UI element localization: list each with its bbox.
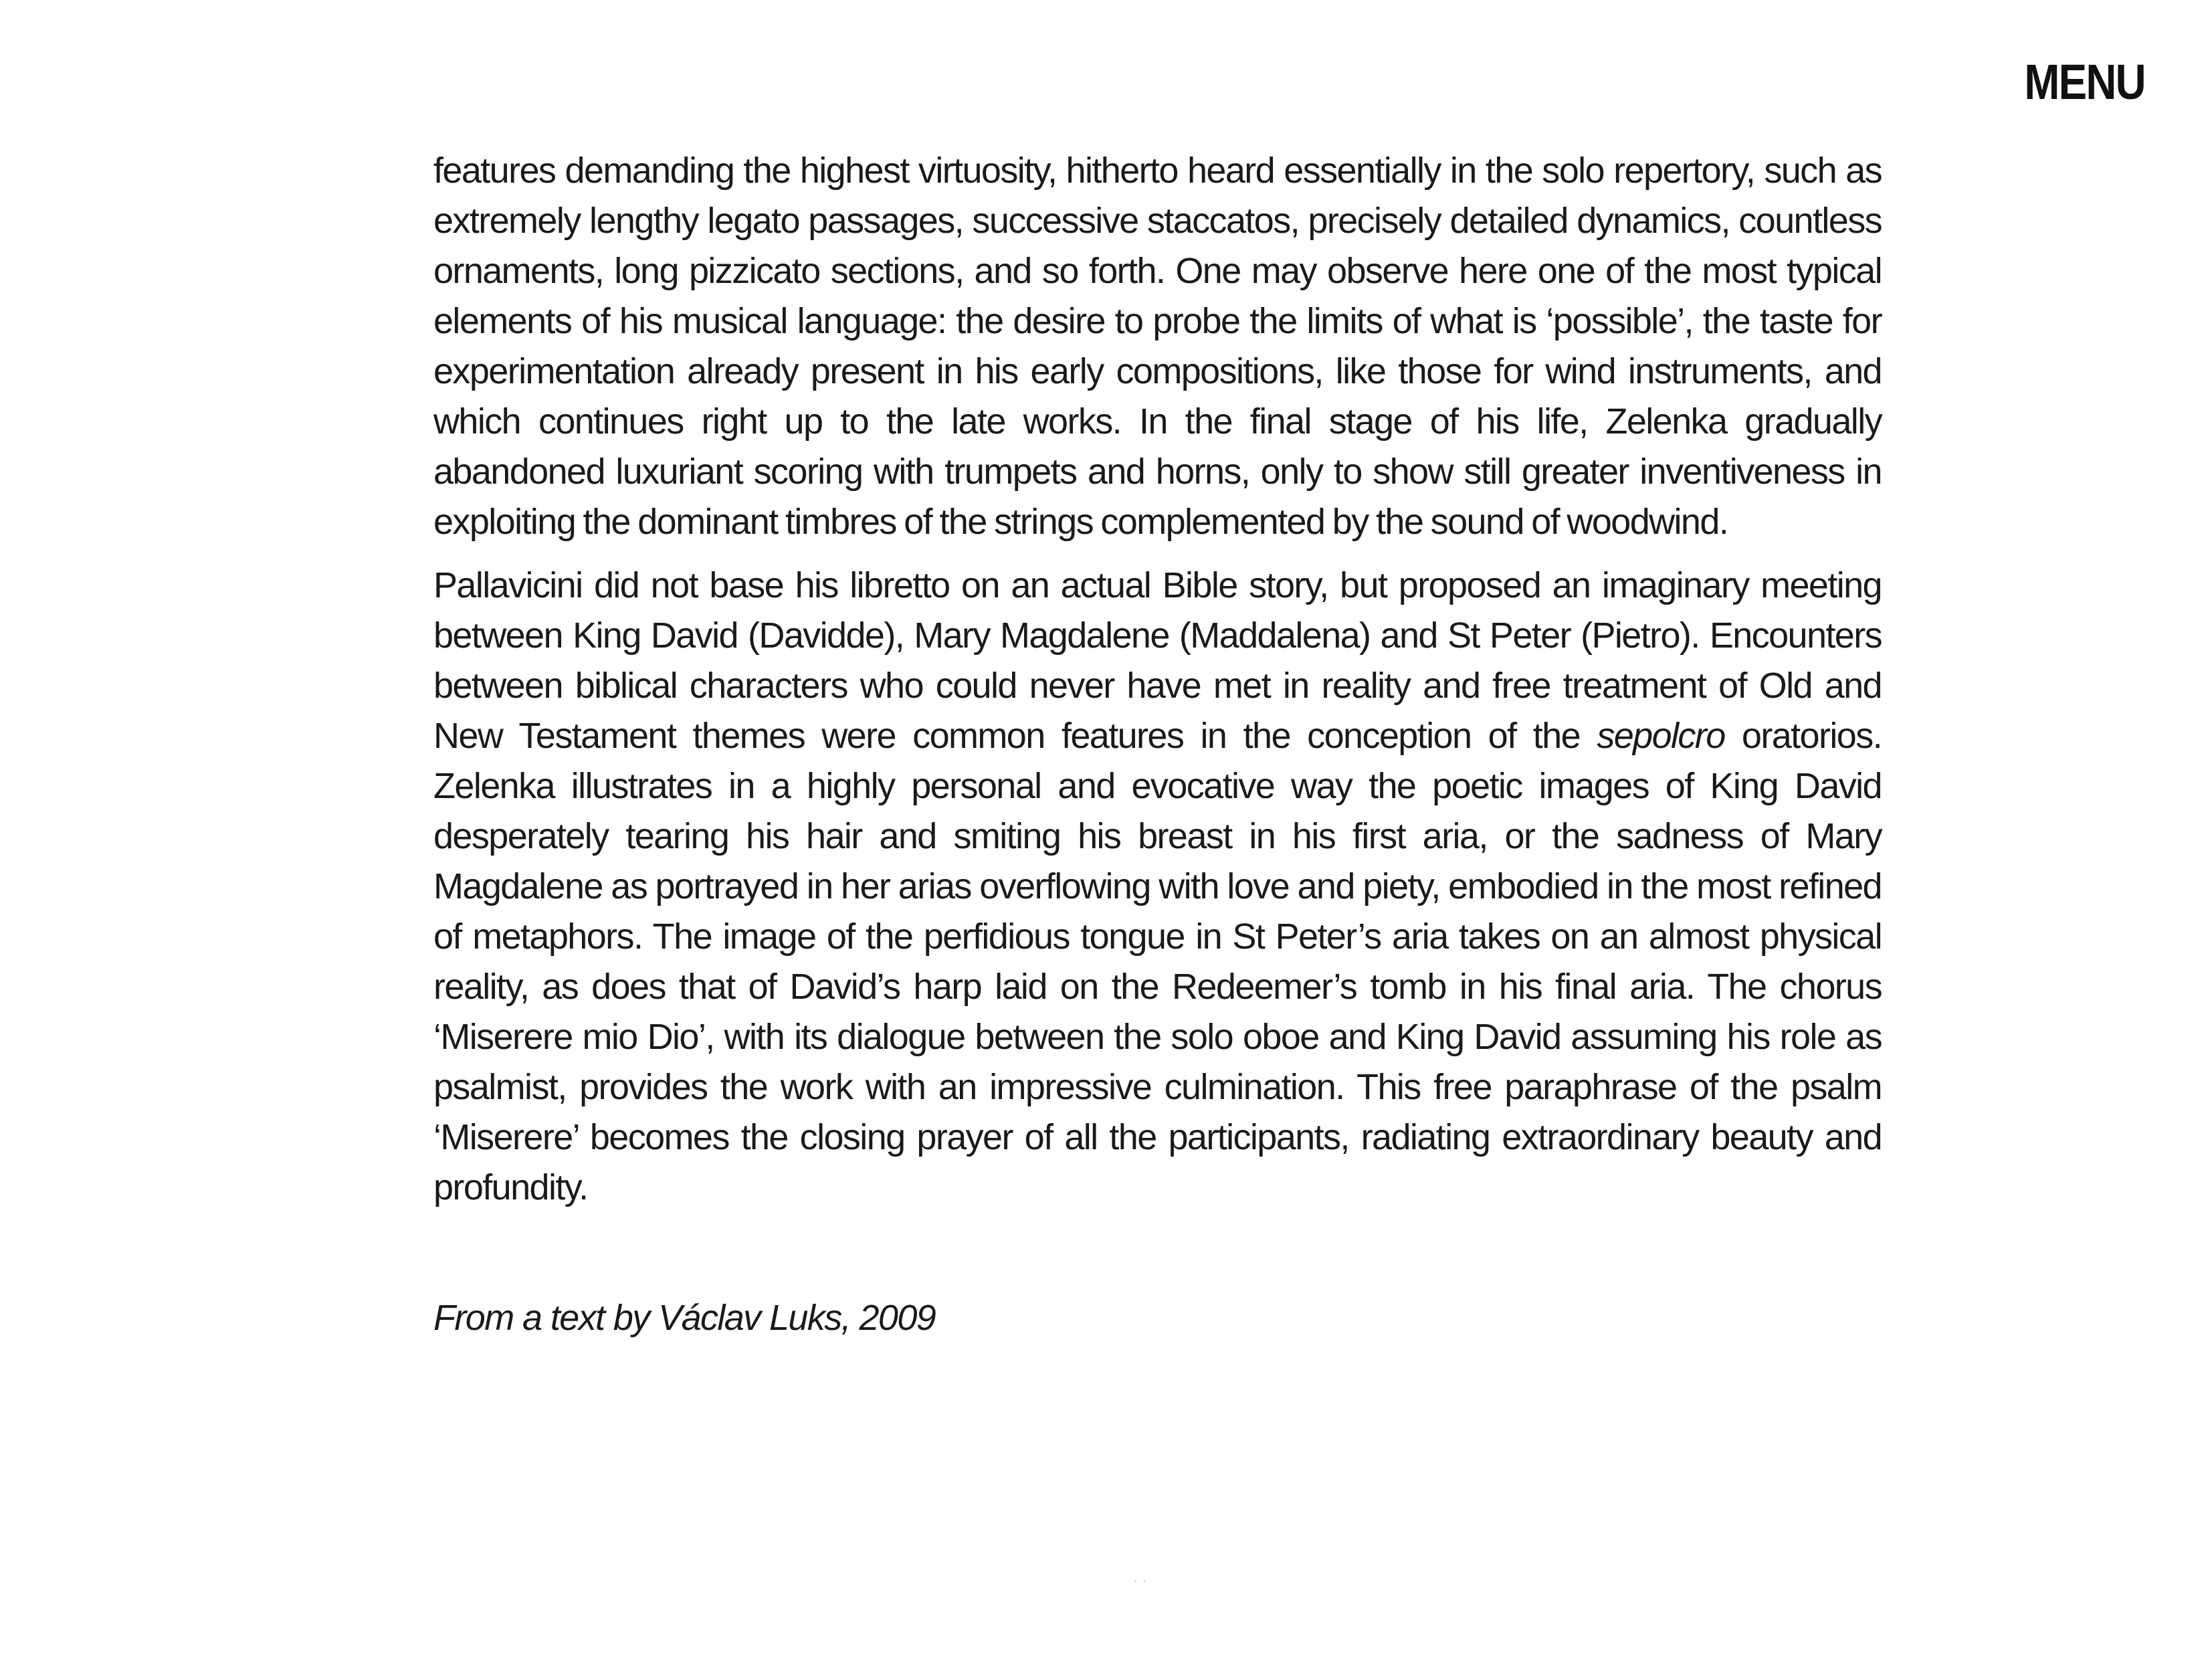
article-body bbox=[433, 146, 1882, 1343]
article-paragraph-1: features demanding the highest virtuosity, hitherto heard essentially in the solo repertory, such as extremely lengthy legato passages, successive staccatos, precisely detailed dynamics, countless ornaments, long pizzicato sections, and so forth. One may observe here one of the most typical elements of his musical language: the desire to probe the limits of what is ‘possible’, the taste for experimentation already present in his early compositions, like those for wind instruments, and which continues right up to the late works. In the final stage of his life, Zelenka gradually abandoned luxuriant scoring with trumpets and horns, only to show still greater inventiveness in exploiting the dominant timbres of the strings complemented by the sound of woodwind. bbox=[433, 151, 1882, 542]
menu-button[interactable]: MENU bbox=[2024, 54, 2145, 110]
paragraph-2-text-start: Pallavicini did not base his libretto on an actual Bible story, but proposed an imaginary meeting between King David (Davidde), Mary Magdalene (Maddalena) and St Peter (Pietro). Encounters between biblical characters who could never have met in reality and free treatment of Old and New Testament themes were common features in the conception of the bbox=[433, 565, 1882, 756]
article-paragraph-2 bbox=[433, 561, 1882, 1213]
page-number-mark: · · bbox=[1133, 1572, 1147, 1589]
sepolcro-italic-term: sepolcro bbox=[1597, 716, 1725, 756]
author-attribution: From a text by Václav Luks, 2009 bbox=[433, 1298, 936, 1338]
paragraph-2-text-end: oratorios. Zelenka illustrates in a highly personal and evocative way the poetic images of King David desperately tearing his hair and smiting his breast in his first aria, or the sadness of Mary Magdalene as portrayed in her arias overflowing with love and piety, embodied in the most refined of metaphors. The image of the perfidious tongue in St Peter’s aria takes on an almost physical reality, as does that of David’s harp laid on the Redeemer’s tomb in his final aria. The chorus ‘Miserere mio Dio’, with its dialogue between the solo oboe and King David assuming his role as psalmist, provides the work with an impressive culmination. This free paraphrase of the psalm ‘Miserere’ becomes the closing prayer of all the participants, radiating extraordinary beauty and profundity. bbox=[433, 716, 1882, 1207]
